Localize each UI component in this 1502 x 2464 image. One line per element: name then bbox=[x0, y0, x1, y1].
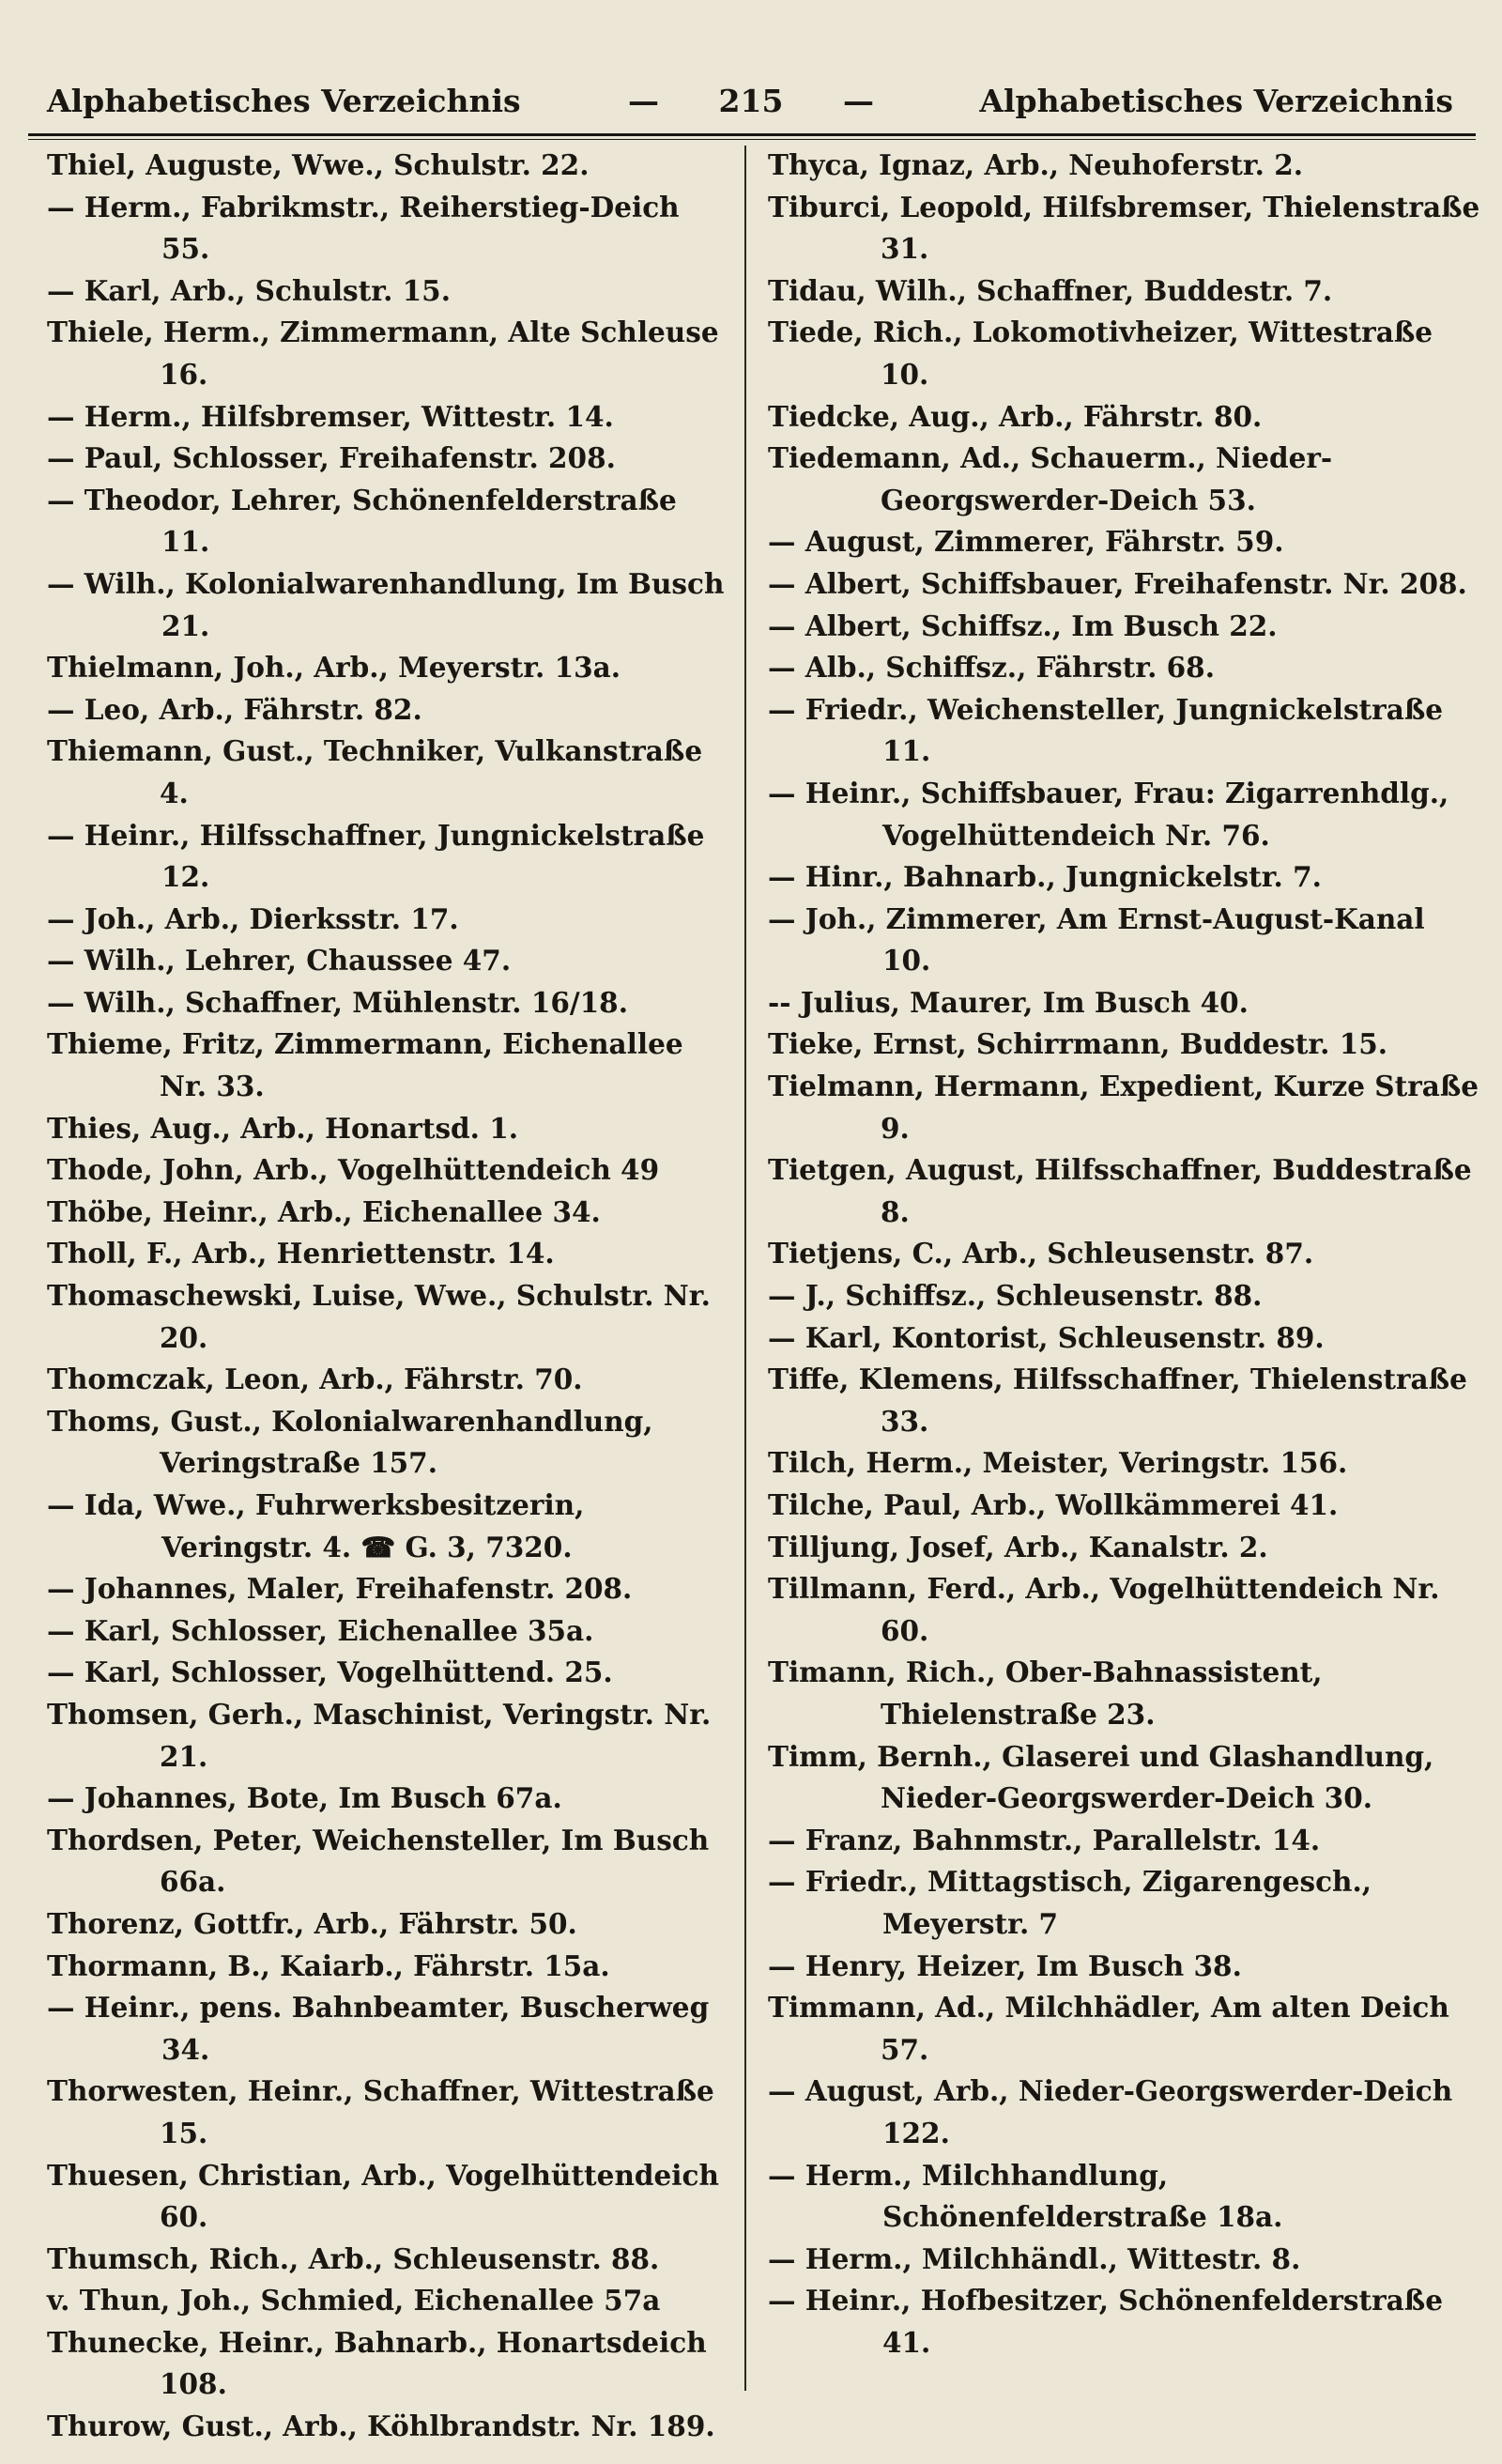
left-column bbox=[47, 145, 732, 2448]
directory-entry: Tietgen, August, Hilfsschaffner, Buddestraße 8. bbox=[768, 1153, 1472, 1228]
directory-entry: Thorwesten, Heinr., Schaffner, Wittestraße 15. bbox=[47, 2074, 714, 2149]
directory-entry: Tiedemann, Ad., Schauerm., Nieder-Georgswerder-Deich 53. bbox=[768, 441, 1333, 516]
directory-sub-entry: — Herm., Hilfsbremser, Wittestr. 14. bbox=[47, 399, 614, 433]
directory-entry: Thuesen, Christian, Arb., Vogelhüttendeich 60. bbox=[47, 2158, 719, 2234]
directory-entry: Tilche, Paul, Arb., Wollkämmerei 41. bbox=[768, 1488, 1339, 1521]
directory-entry: Tiedcke, Aug., Arb., Fährstr. 80. bbox=[768, 399, 1263, 433]
directory-sub-entry: — Karl, Kontorist, Schleusenstr. 89. bbox=[768, 1320, 1325, 1354]
page-number: 215 bbox=[718, 83, 784, 119]
page-header bbox=[28, 73, 1474, 130]
directory-sub-entry: — Albert, Schiffsbauer, Freihafenstr. Nr. 208. bbox=[768, 566, 1467, 600]
directory-sub-entry: — Heinr., Schiffsbauer, Frau: Zigarrenhdlg., Vogelhüttendeich Nr. 76. bbox=[768, 776, 1449, 852]
directory-entry: Tielmann, Hermann, Expedient, Kurze Straße 9. bbox=[768, 1070, 1479, 1145]
directory-entry: Thieme, Fritz, Zimmermann, Eichenallee Nr. 33. bbox=[47, 1027, 683, 1103]
directory-sub-entry: — Wilh., Kolonialwarenhandlung, Im Busch 21. bbox=[47, 566, 725, 642]
directory-entry: Thies, Aug., Arb., Honartsd. 1. bbox=[47, 1111, 519, 1145]
directory-entry: Tiede, Rich., Lokomotivheizer, Wittestraße 10. bbox=[768, 316, 1433, 391]
directory-sub-entry: — Karl, Schlosser, Vogelhüttend. 25. bbox=[47, 1656, 613, 1689]
directory-entry: Thode, John, Arb., Vogelhüttendeich 49 bbox=[47, 1153, 660, 1187]
directory-sub-entry: — Heinr., pens. Bahnbeamter, Buscherweg 34. bbox=[47, 1991, 710, 2066]
directory-entry: Thomsen, Gerh., Maschinist, Veringstr. Nr. 21. bbox=[47, 1697, 712, 1773]
directory-sub-entry: -- Julius, Maurer, Im Busch 40. bbox=[768, 985, 1249, 1019]
directory-sub-entry: — Johannes, Maler, Freihafenstr. 208. bbox=[47, 1572, 633, 1606]
directory-sub-entry: — Herm., Milchhandlung, Schönenfelderstraße 18a. bbox=[768, 2158, 1283, 2234]
directory-entry: Thyca, Ignaz, Arb., Neuhoferstr. 2. bbox=[768, 148, 1304, 181]
header-rule-thin bbox=[28, 139, 1476, 140]
header-rule-thick bbox=[28, 133, 1476, 136]
directory-sub-entry: — Heinr., Hofbesitzer, Schönenfelderstraße 41. bbox=[768, 2284, 1443, 2359]
directory-entry: Tiburci, Leopold, Hilfsbremser, Thielenstraße 31. bbox=[768, 190, 1480, 266]
directory-entry: Tiffe, Klemens, Hilfsschaffner, Thielenstraße 33. bbox=[768, 1363, 1467, 1438]
directory-sub-entry: — August, Arb., Nieder-Georgswerder-Deich 122. bbox=[768, 2074, 1453, 2149]
directory-entry: Timmann, Ad., Milchhädler, Am alten Deich 57. bbox=[768, 1991, 1449, 2066]
header-title-right: Alphabetisches Verzeichnis bbox=[979, 83, 1453, 119]
directory-entry: Tholl, F., Arb., Henriettenstr. 14. bbox=[47, 1237, 555, 1270]
directory-sub-entry: — Herm., Milchhändl., Wittestr. 8. bbox=[768, 2241, 1301, 2275]
directory-entry: Tilch, Herm., Meister, Veringstr. 156. bbox=[768, 1446, 1348, 1480]
directory-sub-entry: — Albert, Schiffsz., Im Busch 22. bbox=[768, 608, 1278, 642]
directory-sub-entry: — J., Schiffsz., Schleusenstr. 88. bbox=[768, 1279, 1263, 1313]
directory-sub-entry: — Wilh., Schaffner, Mühlenstr. 16/18. bbox=[47, 985, 628, 1019]
directory-entry: Thormann, B., Kaiarb., Fährstr. 15a. bbox=[47, 1948, 610, 1982]
directory-entry: Tieke, Ernst, Schirrmann, Buddestr. 15. bbox=[768, 1027, 1388, 1061]
directory-sub-entry: — Hinr., Bahnarb., Jungnickelstr. 7. bbox=[768, 860, 1322, 894]
directory-entry: Thordsen, Peter, Weichensteller, Im Busch 66a. bbox=[47, 1823, 710, 1899]
directory-entry: Tietjens, C., Arb., Schleusenstr. 87. bbox=[768, 1237, 1314, 1270]
directory-entry: Thomczak, Leon, Arb., Fährstr. 70. bbox=[47, 1363, 583, 1396]
directory-entry: Thurow, Gust., Arb., Köhlbrandstr. Nr. 189. bbox=[47, 2410, 715, 2443]
directory-sub-entry: — Leo, Arb., Fährstr. 82. bbox=[47, 692, 422, 726]
directory-sub-entry: — Franz, Bahnmstr., Parallelstr. 14. bbox=[768, 1823, 1321, 1856]
directory-sub-entry: — August, Zimmerer, Fährstr. 59. bbox=[768, 525, 1284, 559]
directory-sub-entry: — Johannes, Bote, Im Busch 67a. bbox=[47, 1781, 562, 1815]
directory-entry: Timann, Rich., Ober-Bahnassistent, Thielenstraße 23. bbox=[768, 1656, 1323, 1731]
directory-entry: Thomaschewski, Luise, Wwe., Schulstr. Nr. 20. bbox=[47, 1279, 711, 1354]
directory-sub-entry: — Karl, Schlosser, Eichenallee 35a. bbox=[47, 1613, 594, 1647]
right-column bbox=[768, 145, 1481, 2364]
column-divider bbox=[744, 146, 746, 2391]
directory-entry: Thorenz, Gottfr., Arb., Fährstr. 50. bbox=[47, 1906, 577, 1940]
directory-entry: Tillmann, Ferd., Arb., Vogelhüttendeich Nr. 60. bbox=[768, 1572, 1440, 1647]
directory-sub-entry: — Herm., Fabrikmstr., Reiherstieg-Deich 55. bbox=[47, 190, 680, 266]
header-title-left: Alphabetisches Verzeichnis bbox=[47, 83, 521, 119]
directory-sub-entry: — Friedr., Mittagstisch, Zigarengesch., Meyerstr. 7 bbox=[768, 1865, 1372, 1940]
directory-sub-entry: — Karl, Arb., Schulstr. 15. bbox=[47, 273, 451, 307]
directory-sub-entry: — Ida, Wwe., Fuhrwerksbesitzerin, Veringstr. 4. ☎ G. 3, 7320. bbox=[47, 1488, 585, 1563]
directory-sub-entry: — Theodor, Lehrer, Schönenfelderstraße 11. bbox=[47, 483, 677, 559]
directory-entry: Timm, Bernh., Glaserei und Glashandlung, Nieder-Georgswerder-Deich 30. bbox=[768, 1739, 1434, 1815]
directory-entry: Thunecke, Heinr., Bahnarb., Honartsdeich 108. bbox=[47, 2325, 707, 2401]
directory-entry: Thiemann, Gust., Techniker, Vulkanstraße 4. bbox=[47, 734, 703, 809]
directory-entry: v. Thun, Joh., Schmied, Eichenallee 57a bbox=[47, 2284, 661, 2318]
directory-sub-entry: — Paul, Schlosser, Freihafenstr. 208. bbox=[47, 441, 616, 475]
directory-sub-entry: — Friedr., Weichensteller, Jungnickelstraße 11. bbox=[768, 692, 1444, 768]
directory-sub-entry: — Alb., Schiffsz., Fährstr. 68. bbox=[768, 651, 1215, 685]
directory-entry: Thöbe, Heinr., Arb., Eichenallee 34. bbox=[47, 1194, 601, 1228]
directory-entry: Thielmann, Joh., Arb., Meyerstr. 13a. bbox=[47, 651, 621, 685]
directory-entry: Tilljung, Josef, Arb., Kanalstr. 2. bbox=[768, 1530, 1268, 1563]
directory-sub-entry: — Joh., Arb., Dierksstr. 17. bbox=[47, 901, 459, 935]
directory-entry: Thoms, Gust., Kolonialwarenhandlung, Veringstraße 157. bbox=[47, 1404, 653, 1480]
directory-sub-entry: — Henry, Heizer, Im Busch 38. bbox=[768, 1948, 1242, 1982]
directory-sub-entry: — Joh., Zimmerer, Am Ernst-August-Kanal 10. bbox=[768, 901, 1425, 978]
directory-entry: Tidau, Wilh., Schaffner, Buddestr. 7. bbox=[768, 273, 1333, 307]
directory-entry: Thumsch, Rich., Arb., Schleusenstr. 88. bbox=[47, 2241, 660, 2275]
header-dash-right: — bbox=[842, 83, 874, 119]
directory-entry: Thiel, Auguste, Wwe., Schulstr. 22. bbox=[47, 148, 590, 181]
directory-entry: Thiele, Herm., Zimmermann, Alte Schleuse 16. bbox=[47, 316, 719, 391]
directory-sub-entry: — Wilh., Lehrer, Chaussee 47. bbox=[47, 944, 512, 978]
directory-sub-entry: — Heinr., Hilfsschaffner, Jungnickelstraße 12. bbox=[47, 818, 705, 894]
header-dash-left: — bbox=[628, 83, 660, 119]
